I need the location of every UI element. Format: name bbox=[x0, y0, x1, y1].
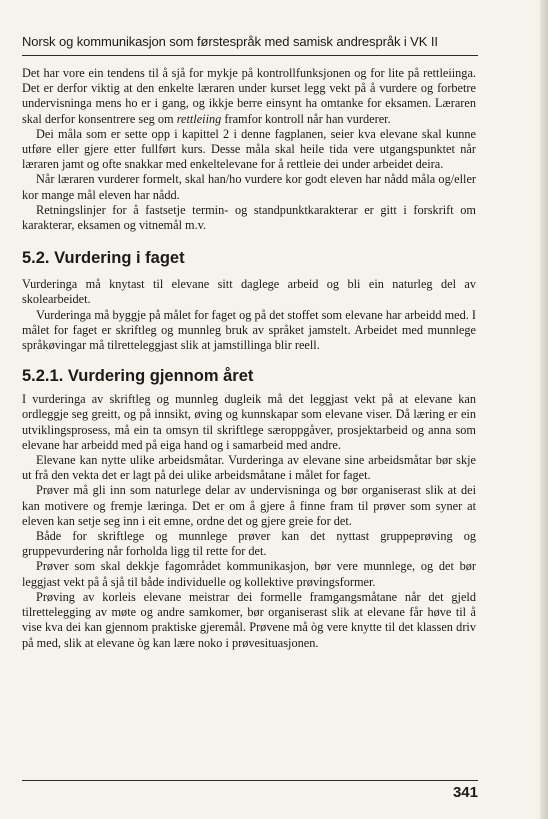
intro-paragraph-3: Når læraren vurderer formelt, skal han/ho vurdere kor godt eleven har nådd måla og/eller kor mange mål eleven har nådd. bbox=[22, 172, 476, 202]
page-number: 341 bbox=[452, 784, 478, 801]
header-rule bbox=[22, 55, 478, 56]
running-head: Norsk og kommunikasjon som førstespråk med samisk andrespråk i VK II bbox=[22, 34, 438, 49]
section-5-2-1-paragraph-3: Prøver må gli inn som naturlege delar av undervisninga og bør organiserast slik at dei kan motivere og fremje læringa. Det er om å gjere å finne fram til prøver som syner at eleven kan setje seg inn i eit emne, ordne det og gjere greie for det. bbox=[22, 483, 476, 528]
page-edge-shadow bbox=[540, 0, 548, 819]
intro-paragraph-1 bbox=[22, 66, 476, 127]
section-5-2-1-paragraph-4: Både for skriftlege og munnlege prøver kan det nyttast gruppeprøving og gruppevurdering når forholda ligg til rette for det. bbox=[22, 529, 476, 559]
section-5-2-1-paragraph-2: Elevane kan nytte ulike arbeidsmåtar. Vurderinga av elevane sine arbeidsmåtar bør skje ut frå den vekta det er lagt på dei ulike arbeidsmåtane i målet for faget. bbox=[22, 453, 476, 483]
section-heading-5-2-1: 5.2.1. Vurdering gjennom året bbox=[22, 367, 254, 386]
intro-text-1b: framfor kontroll når han vurderer. bbox=[221, 111, 391, 126]
page-body bbox=[22, 66, 476, 651]
section-5-2-1-paragraph-5: Prøver som skal dekkje fagområdet kommunikasjon, bør vere munnlege, og det bør leggjast vekt på å sjå til både individuelle og kollektive prøvingsformer. bbox=[22, 559, 476, 589]
footer-rule bbox=[22, 780, 478, 781]
intro-paragraph-4: Retningslinjer for å fastsetje termin- og standpunktkarakterar er gitt i forskrift om karakterar, eksamen og vitnemål m.v. bbox=[22, 202, 476, 233]
intro-paragraph-2: Dei måla som er sette opp i kapittel 2 i denne fagplanen, seier kva elevane skal kunne utføre eller gjere etter fullført kurs. Desse måla skal heile tida vere utgangspunktet når læraren jamt og ofte snakkar med enkeltelevane for å rettleie dei under arbeidet deira. bbox=[22, 126, 476, 172]
section-5-2-1-paragraph-1: I vurderinga av skriftleg og munnleg dugleik må det leggjast vekt på at elevane kan ordleggje seg greitt, og på innsikt, øving og kunnskapar som elevane viser. Då læring er ein utviklingsprosess, må ein ta omsyn til skriftlege særoppgåver, prosjektarbeid og anna som elevane har arbeidd med på eiga hand og i samarbeid med andre. bbox=[22, 392, 476, 452]
emphasis-rettleiing: rettleiing bbox=[176, 111, 222, 126]
section-5-2-paragraph-1: Vurderinga må knytast til elevane sitt daglege arbeid og bli ein naturleg del av skolearbeidet. bbox=[22, 277, 476, 307]
section-heading-5-2: 5.2. Vurdering i faget bbox=[22, 249, 185, 268]
section-5-2-paragraph-2: Vurderinga må byggje på målet for faget og på det stoffet som elevane har arbeidd med. I målet for faget er skriftleg og munnleg bruk av språket jamstelt. Arbeidet med munnlege språkøvingar må tilretteleggjast slik at jamstillinga blir reell. bbox=[22, 307, 476, 353]
section-5-2-1-paragraph-6: Prøving av korleis elevane meistrar dei formelle framgangsmåtane når det gjeld tilrettelegging av møte og andre samkomer, bør organiserast slik at elevane får høve til å vise kva dei kan gjennom praktiske gjeremål. Prøvene må òg vere knytte til det klassen driv på med, slik at elevane òg kan lære noko i prøvesituasjonen. bbox=[22, 589, 476, 650]
intro-text-1a: Det har vore ein tendens til å sjå for mykje på kontrollfunksjonen og for lite på rettleiinga. Det er derfor viktig at den enkelte læraren under kurset legg vekt på å vurdere og forbetre undervisninga mens ho er i gang, og ikkje berre einsynt ha omtanke for eksamen. Læraren skal derfor konsentrere seg om bbox=[22, 66, 476, 126]
